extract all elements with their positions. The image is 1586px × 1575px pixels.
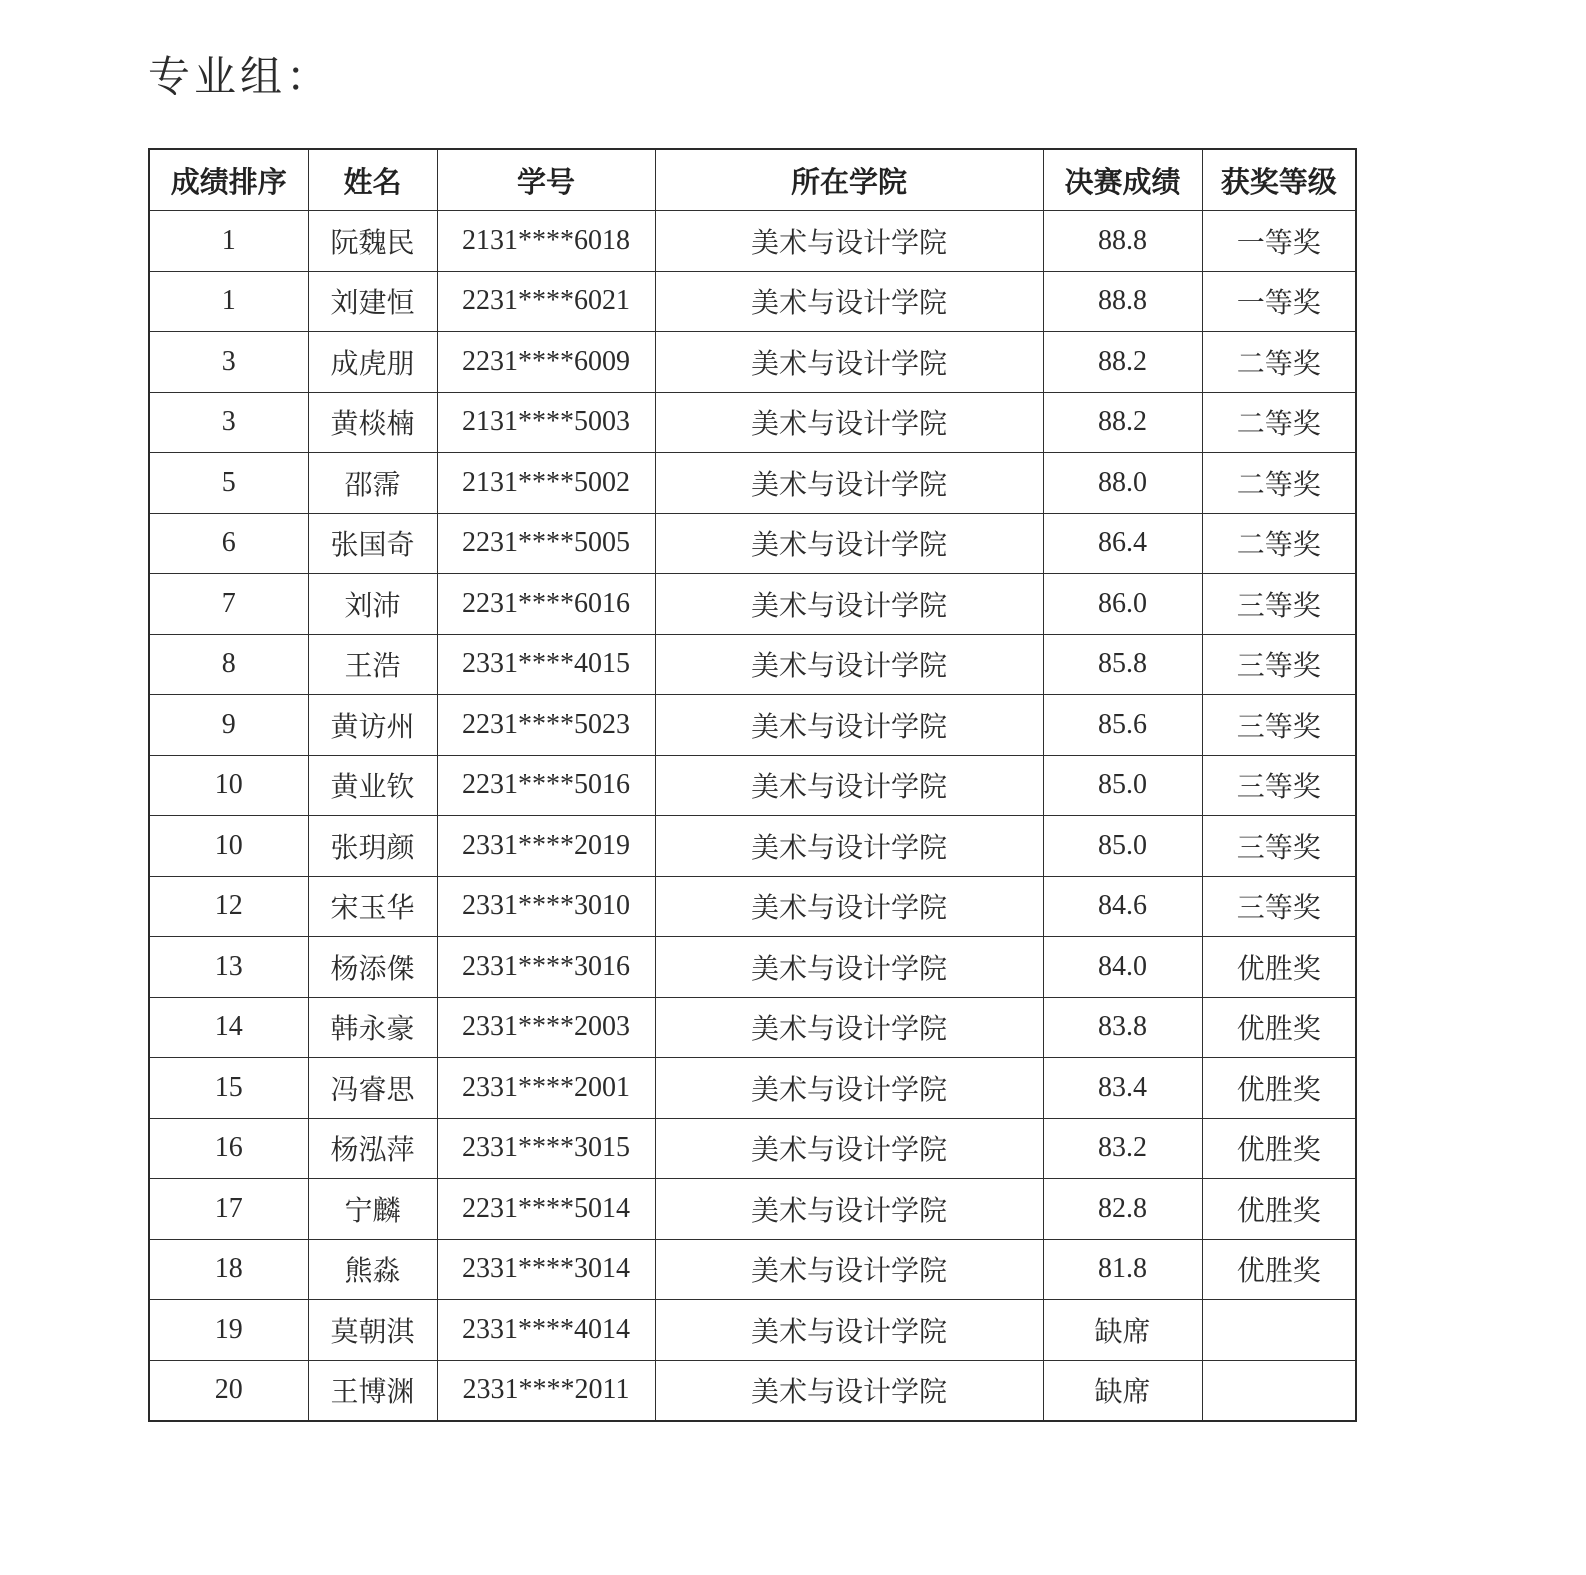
cell-college: 美术与设计学院 bbox=[655, 453, 1043, 514]
cell-award: 二等奖 bbox=[1202, 513, 1356, 574]
cell-score: 88.0 bbox=[1043, 453, 1202, 514]
cell-award: 三等奖 bbox=[1202, 816, 1356, 877]
cell-student-id: 2331****3010 bbox=[437, 876, 655, 937]
cell-award bbox=[1202, 1360, 1356, 1421]
cell-rank: 3 bbox=[149, 332, 308, 393]
cell-student-id: 2231****5023 bbox=[437, 695, 655, 756]
cell-score: 86.0 bbox=[1043, 574, 1202, 635]
cell-college: 美术与设计学院 bbox=[655, 1179, 1043, 1240]
cell-score: 84.0 bbox=[1043, 937, 1202, 998]
header-row bbox=[149, 149, 1356, 211]
cell-score: 88.2 bbox=[1043, 392, 1202, 453]
cell-award: 二等奖 bbox=[1202, 453, 1356, 514]
table-row bbox=[149, 574, 1356, 635]
cell-college: 美术与设计学院 bbox=[655, 695, 1043, 756]
cell-college: 美术与设计学院 bbox=[655, 513, 1043, 574]
cell-name: 宁麟 bbox=[308, 1179, 437, 1240]
col-header-name: 姓名 bbox=[308, 149, 437, 211]
cell-score: 82.8 bbox=[1043, 1179, 1202, 1240]
cell-rank: 6 bbox=[149, 513, 308, 574]
cell-score: 83.4 bbox=[1043, 1058, 1202, 1119]
cell-award: 三等奖 bbox=[1202, 876, 1356, 937]
cell-score: 88.2 bbox=[1043, 332, 1202, 393]
cell-college: 美术与设计学院 bbox=[655, 937, 1043, 998]
cell-college: 美术与设计学院 bbox=[655, 755, 1043, 816]
cell-name: 王浩 bbox=[308, 634, 437, 695]
cell-award: 二等奖 bbox=[1202, 392, 1356, 453]
cell-student-id: 2331****2019 bbox=[437, 816, 655, 877]
table-row bbox=[149, 211, 1356, 272]
table-row bbox=[149, 1239, 1356, 1300]
cell-student-id: 2231****5016 bbox=[437, 755, 655, 816]
cell-award: 优胜奖 bbox=[1202, 1118, 1356, 1179]
cell-name: 黄棪楠 bbox=[308, 392, 437, 453]
table-header bbox=[149, 149, 1356, 211]
cell-award: 三等奖 bbox=[1202, 695, 1356, 756]
cell-rank: 17 bbox=[149, 1179, 308, 1240]
cell-rank: 10 bbox=[149, 755, 308, 816]
cell-award: 二等奖 bbox=[1202, 332, 1356, 393]
cell-college: 美术与设计学院 bbox=[655, 634, 1043, 695]
cell-rank: 15 bbox=[149, 1058, 308, 1119]
cell-student-id: 2131****6018 bbox=[437, 211, 655, 272]
cell-name: 杨泓萍 bbox=[308, 1118, 437, 1179]
cell-college: 美术与设计学院 bbox=[655, 1300, 1043, 1361]
cell-name: 张国奇 bbox=[308, 513, 437, 574]
cell-award: 优胜奖 bbox=[1202, 937, 1356, 998]
cell-name: 韩永豪 bbox=[308, 997, 437, 1058]
cell-score: 缺席 bbox=[1043, 1300, 1202, 1361]
cell-name: 邵霈 bbox=[308, 453, 437, 514]
cell-student-id: 2131****5002 bbox=[437, 453, 655, 514]
cell-student-id: 2331****2011 bbox=[437, 1360, 655, 1421]
cell-rank: 10 bbox=[149, 816, 308, 877]
cell-student-id: 2131****5003 bbox=[437, 392, 655, 453]
table-row bbox=[149, 392, 1356, 453]
cell-student-id: 2331****4015 bbox=[437, 634, 655, 695]
cell-college: 美术与设计学院 bbox=[655, 997, 1043, 1058]
table-row bbox=[149, 634, 1356, 695]
cell-student-id: 2331****2001 bbox=[437, 1058, 655, 1119]
table-body bbox=[149, 211, 1356, 1422]
cell-rank: 9 bbox=[149, 695, 308, 756]
cell-name: 成虎朋 bbox=[308, 332, 437, 393]
cell-name: 王博渊 bbox=[308, 1360, 437, 1421]
table-row bbox=[149, 937, 1356, 998]
table-row bbox=[149, 453, 1356, 514]
table-row bbox=[149, 1118, 1356, 1179]
cell-rank: 12 bbox=[149, 876, 308, 937]
cell-rank: 18 bbox=[149, 1239, 308, 1300]
cell-name: 张玥颜 bbox=[308, 816, 437, 877]
table-row bbox=[149, 1058, 1356, 1119]
cell-score: 88.8 bbox=[1043, 211, 1202, 272]
cell-rank: 1 bbox=[149, 271, 308, 332]
cell-rank: 3 bbox=[149, 392, 308, 453]
cell-rank: 5 bbox=[149, 453, 308, 514]
cell-award: 一等奖 bbox=[1202, 271, 1356, 332]
cell-rank: 19 bbox=[149, 1300, 308, 1361]
page-title: 专业组： bbox=[148, 55, 333, 101]
table-row bbox=[149, 1179, 1356, 1240]
cell-rank: 1 bbox=[149, 211, 308, 272]
cell-score: 85.8 bbox=[1043, 634, 1202, 695]
cell-award: 三等奖 bbox=[1202, 574, 1356, 635]
col-header-student-id: 学号 bbox=[437, 149, 655, 211]
cell-student-id: 2231****5014 bbox=[437, 1179, 655, 1240]
col-header-college: 所在学院 bbox=[655, 149, 1043, 211]
table-row bbox=[149, 997, 1356, 1058]
cell-college: 美术与设计学院 bbox=[655, 1360, 1043, 1421]
cell-score: 88.8 bbox=[1043, 271, 1202, 332]
cell-score: 81.8 bbox=[1043, 1239, 1202, 1300]
cell-college: 美术与设计学院 bbox=[655, 876, 1043, 937]
table-row bbox=[149, 695, 1356, 756]
cell-score: 83.2 bbox=[1043, 1118, 1202, 1179]
cell-award: 三等奖 bbox=[1202, 634, 1356, 695]
cell-award bbox=[1202, 1300, 1356, 1361]
cell-award: 一等奖 bbox=[1202, 211, 1356, 272]
cell-rank: 14 bbox=[149, 997, 308, 1058]
cell-student-id: 2231****6016 bbox=[437, 574, 655, 635]
cell-student-id: 2231****5005 bbox=[437, 513, 655, 574]
cell-student-id: 2231****6021 bbox=[437, 271, 655, 332]
cell-score: 83.8 bbox=[1043, 997, 1202, 1058]
table-row bbox=[149, 1300, 1356, 1361]
cell-name: 宋玉华 bbox=[308, 876, 437, 937]
cell-student-id: 2331****3014 bbox=[437, 1239, 655, 1300]
col-header-award: 获奖等级 bbox=[1202, 149, 1356, 211]
cell-rank: 13 bbox=[149, 937, 308, 998]
cell-score: 85.0 bbox=[1043, 816, 1202, 877]
cell-rank: 16 bbox=[149, 1118, 308, 1179]
cell-rank: 7 bbox=[149, 574, 308, 635]
cell-student-id: 2331****2003 bbox=[437, 997, 655, 1058]
cell-rank: 20 bbox=[149, 1360, 308, 1421]
cell-score: 84.6 bbox=[1043, 876, 1202, 937]
table-row bbox=[149, 332, 1356, 393]
cell-name: 阮魏民 bbox=[308, 211, 437, 272]
cell-name: 莫朝淇 bbox=[308, 1300, 437, 1361]
cell-name: 熊淼 bbox=[308, 1239, 437, 1300]
cell-score: 85.6 bbox=[1043, 695, 1202, 756]
table-row bbox=[149, 1360, 1356, 1421]
cell-name: 杨添傑 bbox=[308, 937, 437, 998]
cell-college: 美术与设计学院 bbox=[655, 392, 1043, 453]
cell-college: 美术与设计学院 bbox=[655, 574, 1043, 635]
cell-student-id: 2231****6009 bbox=[437, 332, 655, 393]
cell-college: 美术与设计学院 bbox=[655, 211, 1043, 272]
cell-award: 优胜奖 bbox=[1202, 1058, 1356, 1119]
cell-score: 85.0 bbox=[1043, 755, 1202, 816]
cell-college: 美术与设计学院 bbox=[655, 1058, 1043, 1119]
cell-award: 三等奖 bbox=[1202, 755, 1356, 816]
table-row bbox=[149, 271, 1356, 332]
cell-college: 美术与设计学院 bbox=[655, 332, 1043, 393]
table-row bbox=[149, 816, 1356, 877]
cell-name: 黄访州 bbox=[308, 695, 437, 756]
cell-college: 美术与设计学院 bbox=[655, 1239, 1043, 1300]
cell-name: 冯睿思 bbox=[308, 1058, 437, 1119]
results-table bbox=[148, 148, 1357, 1422]
cell-score: 86.4 bbox=[1043, 513, 1202, 574]
cell-college: 美术与设计学院 bbox=[655, 271, 1043, 332]
cell-award: 优胜奖 bbox=[1202, 1239, 1356, 1300]
cell-award: 优胜奖 bbox=[1202, 1179, 1356, 1240]
cell-college: 美术与设计学院 bbox=[655, 1118, 1043, 1179]
cell-student-id: 2331****3016 bbox=[437, 937, 655, 998]
cell-name: 刘建恒 bbox=[308, 271, 437, 332]
table-row bbox=[149, 755, 1356, 816]
cell-award: 优胜奖 bbox=[1202, 997, 1356, 1058]
cell-name: 黄业钦 bbox=[308, 755, 437, 816]
col-header-rank: 成绩排序 bbox=[149, 149, 308, 211]
col-header-score: 决赛成绩 bbox=[1043, 149, 1202, 211]
cell-rank: 8 bbox=[149, 634, 308, 695]
cell-name: 刘沛 bbox=[308, 574, 437, 635]
cell-student-id: 2331****3015 bbox=[437, 1118, 655, 1179]
cell-score: 缺席 bbox=[1043, 1360, 1202, 1421]
table-row bbox=[149, 876, 1356, 937]
table-row bbox=[149, 513, 1356, 574]
cell-college: 美术与设计学院 bbox=[655, 816, 1043, 877]
cell-student-id: 2331****4014 bbox=[437, 1300, 655, 1361]
